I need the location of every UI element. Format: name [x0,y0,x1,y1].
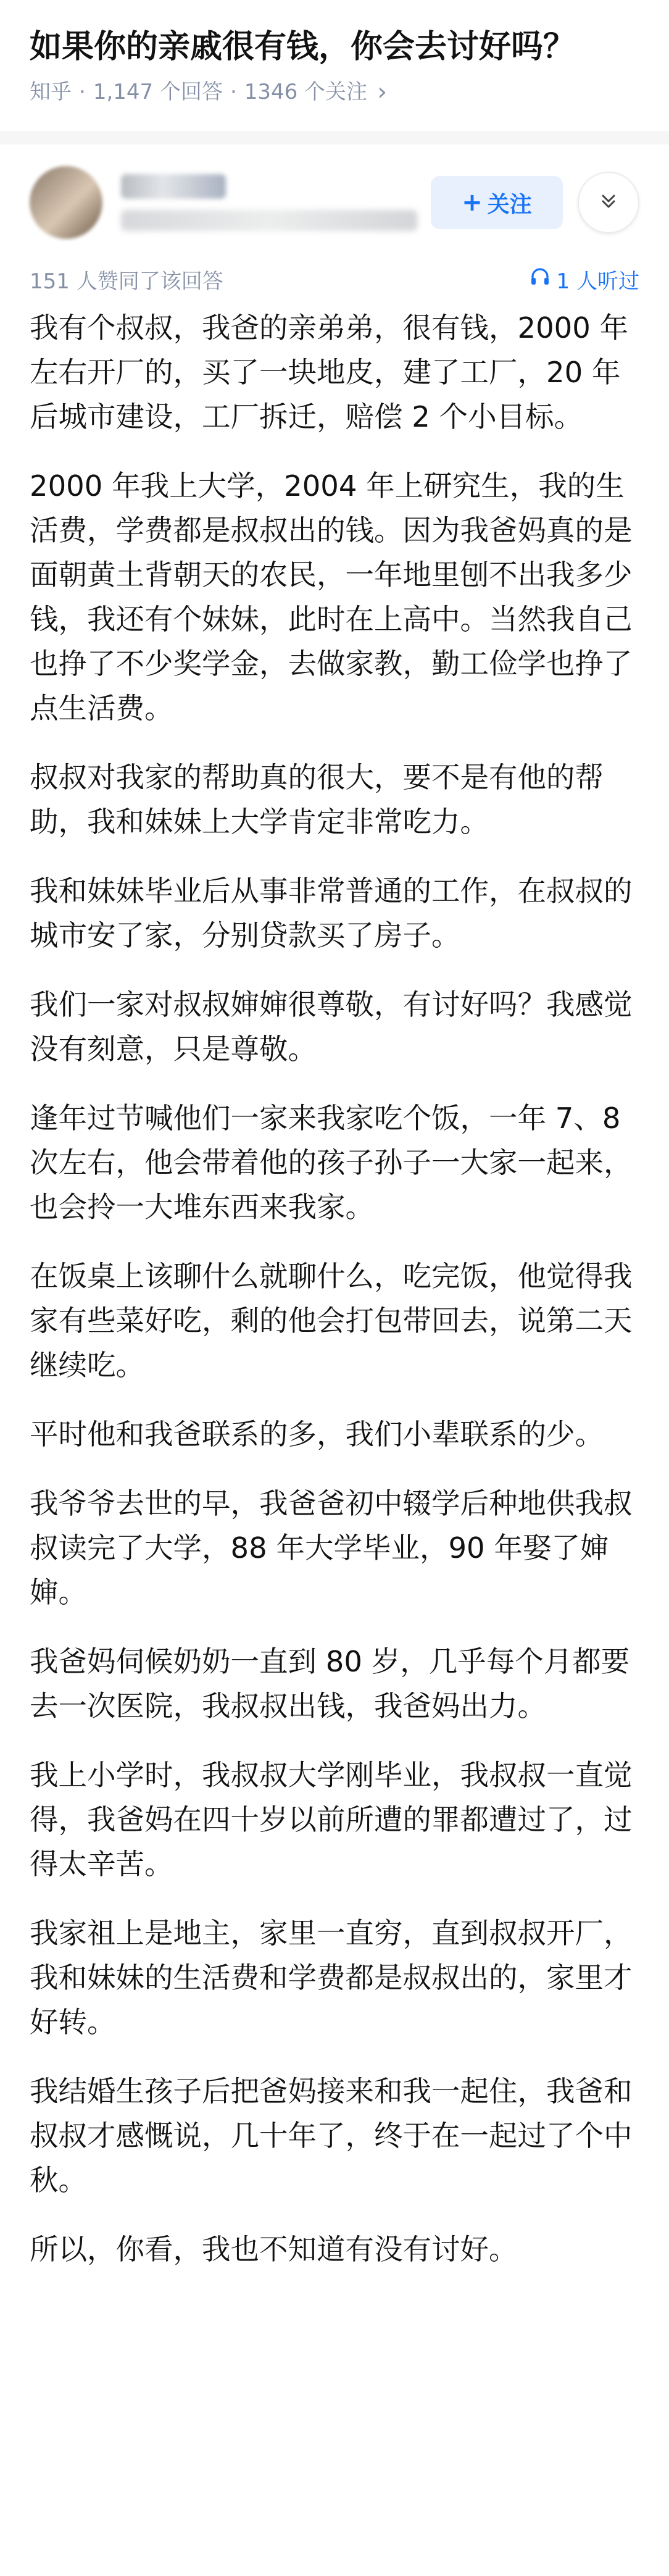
question-meta [0,69,669,106]
listen-label: 1 人听过 [556,269,639,294]
answer-paragraph: 我结婚生孩子后把爸妈接来和我一起住，我爸和叔叔才感慨说，几十年了，终于在一起过了个中秋。 [30,2075,633,2197]
question-header [0,0,669,106]
headphones-icon [530,266,557,293]
author-name-blurred[interactable] [121,174,226,199]
answer-paragraph: 我爸妈伺候奶奶一直到 80 岁，几乎每个月都要去一次医院，我叔叔出钱，我爸妈出力。 [30,1645,630,1723]
answer-paragraph: 我家祖上是地主，家里一直穷，直到叔叔开厂，我和妹妹的生活费和学费都是叔叔出的，家里才好转。 [30,1917,633,2039]
follow-button[interactable] [431,176,563,229]
answer-paragraph: 2000 年我上大学，2004 年上研究生，我的生活费，学费都是叔叔出的钱。因为我爸妈真的是面朝黄土背朝天的农民，一年地里刨不出我多少钱，我还有个妹妹，此时在上高中。当然我自己也挣了不少奖学金，去做家教，勤工俭学也挣了点生活费。 [30,469,633,725]
answers-count[interactable]: 1,147 个回答 [93,80,223,104]
answer-stats [0,240,669,295]
section-divider [0,131,669,144]
answer-paragraph: 逢年过节喊他们一家来我家吃个饭，一年 7、8 次左右，他会带着他的孩子孙子一大家一起来，也会拎一大堆东西来我家。 [30,1102,633,1224]
answer-paragraph: 我有个叔叔，我爸的亲弟弟，很有钱，2000 年左右开厂的，买了一块地皮，建了工厂，20 年后城市建设，工厂拆迁，赔偿 2 个小目标。 [30,311,629,433]
avatar[interactable] [30,166,102,239]
answer-paragraph: 我爷爷去世的早，我爸爸初中辍学后种地供我叔叔读完了大学，88 年大学毕业，90 年娶了婶婶。 [30,1487,633,1609]
chevron-right-icon[interactable]: › [377,78,388,106]
author-bar [0,144,669,240]
answer-paragraph: 在饭桌上该聊什么就聊什么，吃完饭，他觉得我家有些菜好吃，剩的他会打包带回去，说第二天继续吃。 [30,1260,633,1382]
listen-button[interactable] [530,264,639,295]
answer-paragraph: 平时他和我爸联系的多，我们小辈联系的少。 [30,1418,604,1451]
answer-paragraph: 所以，你看，我也不知道有没有讨好。 [30,2233,518,2266]
meta-separator: · [230,80,237,104]
followers-count[interactable]: 1346 个关注 [244,80,368,104]
author-info [121,174,431,231]
answer-paragraph: 叔叔对我家的帮助真的很大，要不是有他的帮助，我和妹妹上大学肯定非常吃力。 [30,761,604,838]
meta-separator: · [79,80,86,104]
answer-paragraph: 我上小学时，我叔叔大学刚毕业，我叔叔一直觉得，我爸妈在四十岁以前所遭的罪都遭过了，过得太辛苦。 [30,1758,633,1881]
answer-paragraph: 我和妹妹毕业后从事非常普通的工作，在叔叔的城市安了家，分别贷款买了房子。 [30,874,633,952]
source-label[interactable]: 知乎 [30,80,72,104]
endorse-count: 151 人赞同了该回答 [30,269,223,294]
answer-paragraph: 我们一家对叔叔婶婶很尊敬，有讨好吗？我感觉没有刻意，只是尊敬。 [30,988,633,1066]
question-title[interactable]: 如果你的亲戚很有钱，你会去讨好吗？ [30,28,576,65]
answer-content [0,303,669,2272]
follow-label: 关注 [487,191,532,217]
plus-icon: + [462,188,483,217]
chevron-down-icon [597,190,620,215]
author-bio-blurred [121,210,417,231]
expand-button[interactable] [578,172,639,233]
